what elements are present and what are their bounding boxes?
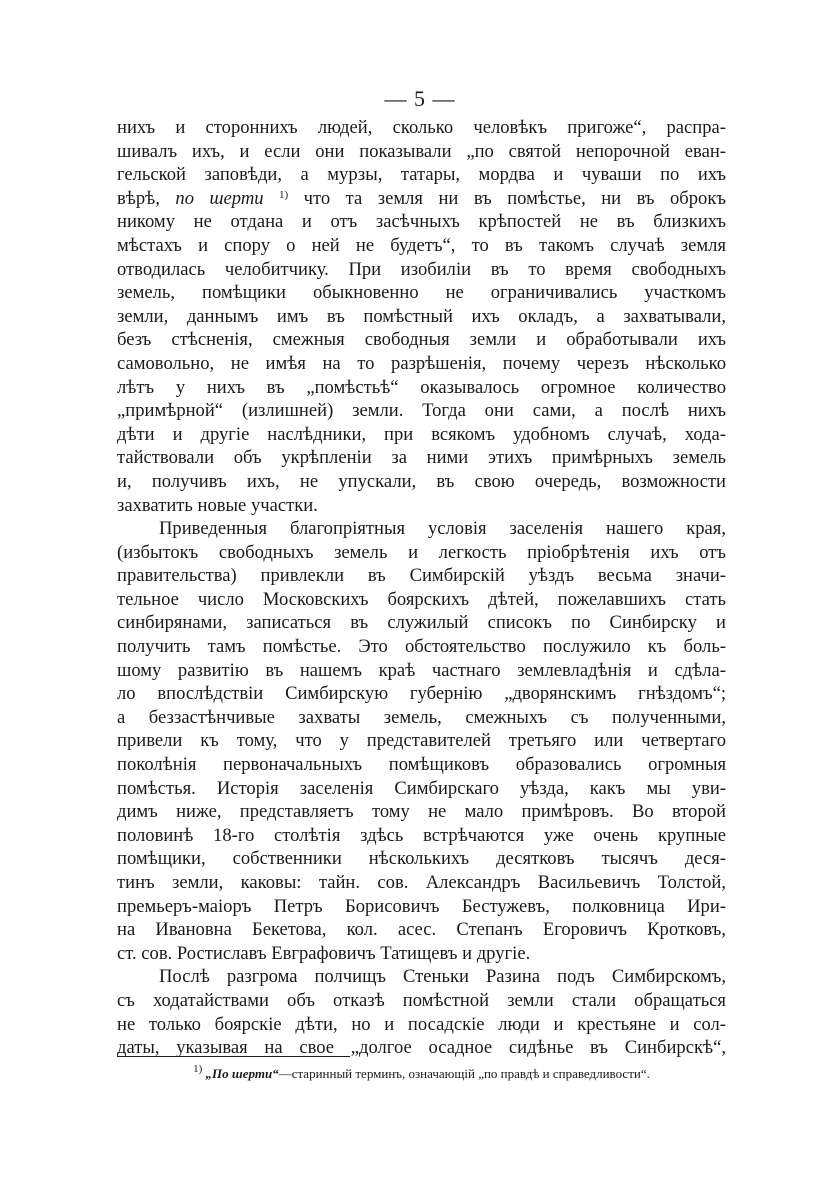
text-line: никому не отдана и отъ засѣчныхъ крѣпостей не въ близкихъ <box>117 211 726 233</box>
text-line: отводилась челобитчику. При изобиліи въ то время свободныхъ <box>117 258 726 280</box>
paragraph-2 <box>117 517 726 965</box>
footnote-term: „По шерти“ <box>205 1066 279 1081</box>
paragraph-1 <box>117 116 726 517</box>
text-line: дѣти и другіе наслѣдники, при всякомъ удобномъ случаѣ, хода- <box>117 423 726 445</box>
text-line: половинѣ 18-го столѣтія здѣсь встрѣчаются уже очень крупные <box>117 824 726 846</box>
text-line <box>117 187 726 211</box>
text-line: даты, указывая на свое „долгое осадное сидѣнье въ Синбирскѣ“, <box>117 1037 726 1059</box>
text-line: гельской заповѣди, а мурзы, татары, мордва и чуваши по ихъ <box>117 164 726 186</box>
text-line: земель, помѣщики обыкновенно не ограничивались участкомъ <box>117 282 726 304</box>
text-line: и, получивъ ихъ, не упускали, въ свою очередь, возможности <box>117 470 726 492</box>
text-line: шому развитію въ нашемъ краѣ частнаго землевладѣнія и сдѣла- <box>117 659 726 681</box>
text-line: самовольно, не имѣя на то разрѣшенія, почему черезъ нѣсколько <box>117 352 726 374</box>
text-line: правительства) привлекли въ Симбирскій уѣздъ весьма значи- <box>117 565 726 587</box>
text-run: что та земля ни въ помѣстье, ни въ оброкъ <box>288 187 726 209</box>
text-line: Послѣ разгрома полчищъ Стеньки Разина подъ Симбирскомъ, <box>159 966 726 988</box>
text-line: земли, даннымъ имъ въ помѣстный ихъ окладъ, а захватывали, <box>117 305 726 327</box>
text-line: синбирянами, записаться въ служилый списокъ по Синбирску и <box>117 612 726 634</box>
footnote-divider <box>117 1056 350 1057</box>
page-number: — 5 — <box>384 86 456 111</box>
footnote-marker: 1) <box>193 1063 203 1075</box>
text-line: мѣстахъ и спору о ней не будетъ“, то въ такомъ случаѣ земля <box>117 234 726 256</box>
text-line: а беззастѣнчивые захваты земель, смежныхъ съ полученными, <box>117 706 726 728</box>
text-line: тельное число Московскихъ боярскихъ дѣтей, пожелавшихъ стать <box>117 588 726 610</box>
text-line: безъ стѣсненія, смежныя свободныя земли и обработывали ихъ <box>117 329 726 351</box>
text-line: ст. сов. Ростиславъ Евграфовичъ Татищевъ и другіе. <box>117 942 531 964</box>
text-line: тайствовали объ укрѣпленіи за ними этихъ примѣрныхъ земель <box>117 447 726 469</box>
body-text <box>117 116 726 1060</box>
text-line: получить тамъ помѣстье. Это обстоятельство послужило къ боль- <box>117 636 726 658</box>
text-line: помѣстья. Исторія заселенія Симбирскаго уѣзда, какъ мы уви- <box>117 777 726 799</box>
emphasized-term: по шерти <box>175 187 264 209</box>
text-line: привели къ тому, что у представителей третьяго или четвертаго <box>117 730 726 752</box>
text-line: премьеръ-маіоръ Петръ Борисовичъ Бестужевъ, полковница Ири- <box>117 895 726 917</box>
text-line: димъ ниже, представляетъ тому не мало примѣровъ. Во второй <box>117 801 726 823</box>
text-line: (избытокъ свободныхъ земель и легкость пріобрѣтенія ихъ отъ <box>117 541 726 563</box>
text-line: захватить новые участки. <box>117 494 318 516</box>
text-line: на Ивановна Бекетова, кол. асес. Степанъ Егоровичъ Кротковъ, <box>117 919 726 941</box>
text-line: не только боярскіе дѣти, но и посадскіе люди и крестьяне и сол- <box>117 1013 726 1035</box>
text-line: лѣтъ у нихъ въ „помѣстьѣ“ оказывалось огромное количество <box>117 376 726 398</box>
footnote-reference: 1) <box>279 188 289 201</box>
text-line: поколѣнія первоначальныхъ помѣщиковъ образовались огромныя <box>117 754 726 776</box>
text-line: шивалъ ихъ, и если они показывали „по святой непорочной еван- <box>117 140 726 162</box>
text-line: тинъ земли, каковы: тайн. сов. Александръ Васильевичъ Толстой, <box>117 872 726 893</box>
text-run: вѣрѣ, <box>117 187 176 209</box>
text-line: ло впослѣдствіи Симбирскую губернію „дворянскимъ гнѣздомъ“; <box>117 683 726 705</box>
text-line: „примѣрной“ (излишней) земли. Тогда они сами, а послѣ нихъ <box>117 400 726 422</box>
footnote-text: —старинный терминъ, означающій „по правдѣ и справедливости“. <box>278 1066 650 1081</box>
paragraph-3 <box>117 965 726 1059</box>
footnote <box>117 1063 726 1082</box>
text-line: Приведенныя благопріятныя условія заселенія нашего края, <box>159 518 726 540</box>
text-line: съ ходатайствами объ отказѣ помѣстной земли стали обращаться <box>117 989 726 1011</box>
text-line: помѣщики, собственники нѣсколькихъ десятковъ тысячъ деся- <box>117 848 726 870</box>
text-line: нихъ и стороннихъ людей, сколько человѣкъ пригоже“, распра- <box>117 117 726 138</box>
